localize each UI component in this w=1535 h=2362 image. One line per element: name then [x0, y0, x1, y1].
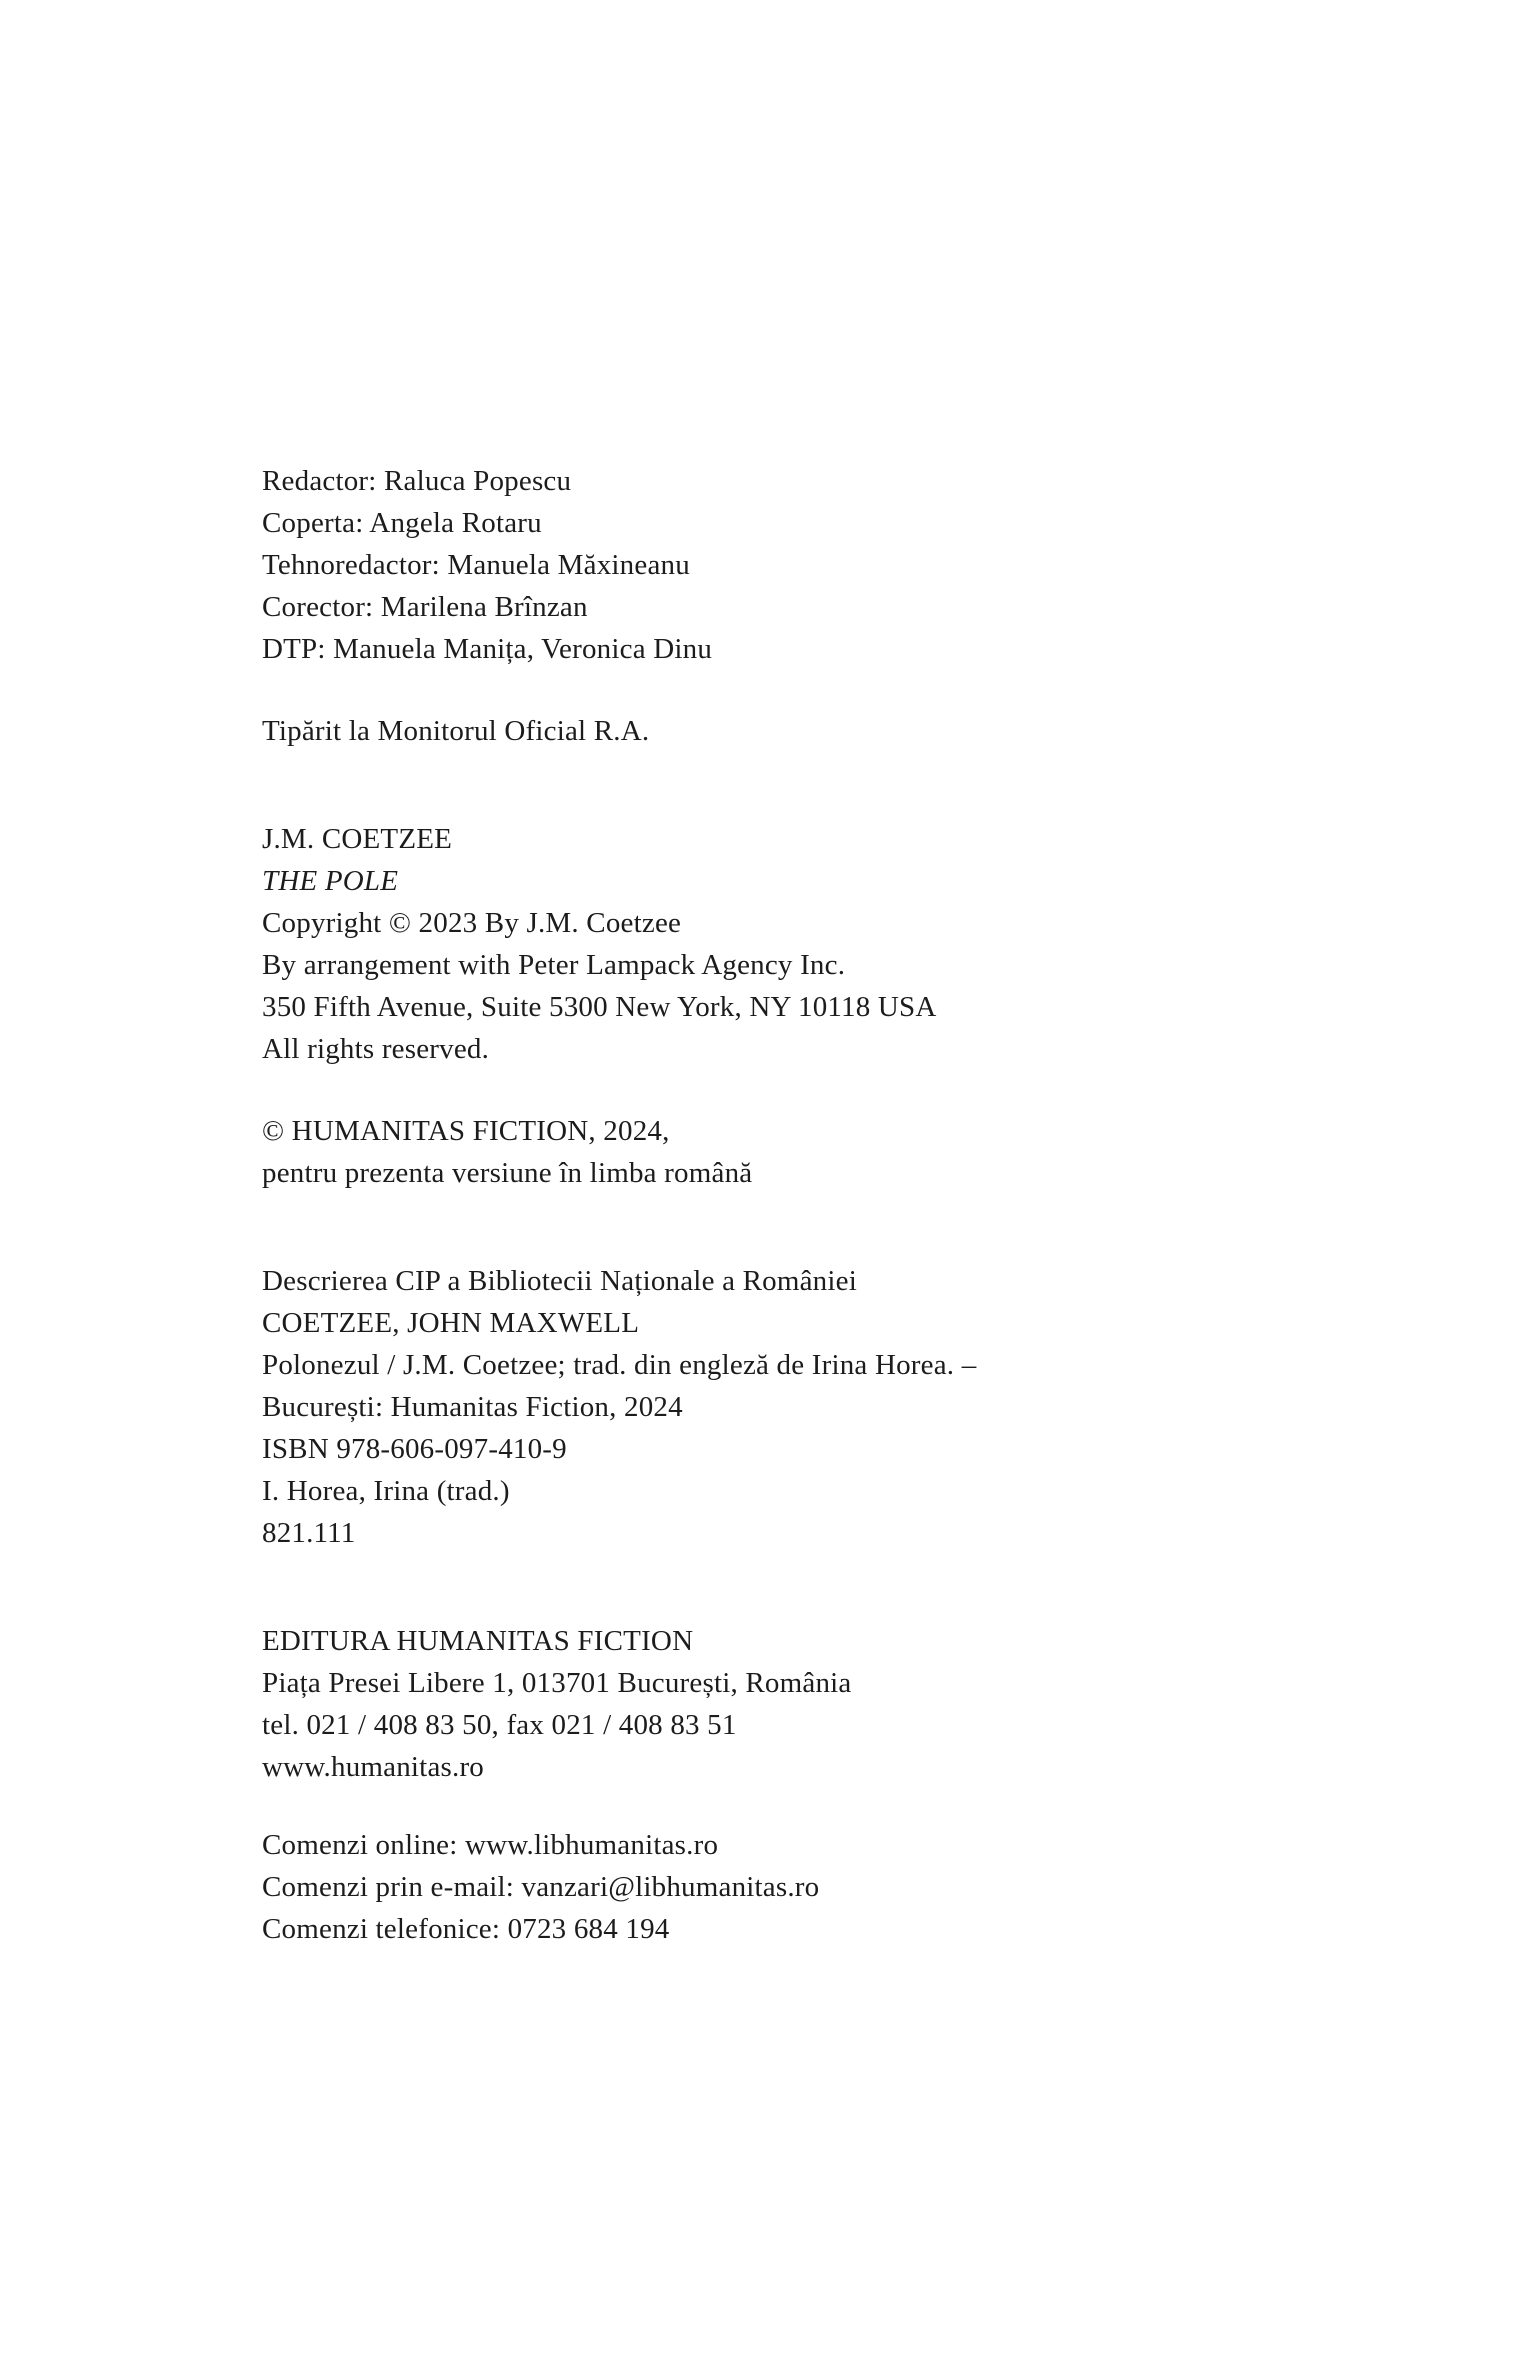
original-author: J.M. COETZEE [262, 823, 453, 855]
original-copyright-block [262, 818, 1362, 1070]
cip-publisher: București: Humanitas Fiction, 2024 [262, 1391, 683, 1423]
publisher-phones: tel. 021 / 408 83 50, fax 021 / 408 83 51 [262, 1709, 737, 1741]
publisher-block [262, 1620, 1362, 1788]
romanian-copyright-block [262, 1110, 1362, 1194]
credit-dtp: DTP: Manuela Manița, Veronica Dinu [262, 633, 713, 665]
credit-redactor: Redactor: Raluca Popescu [262, 465, 572, 497]
original-address: 350 Fifth Avenue, Suite 5300 New York, NY 10118 USA [262, 991, 937, 1023]
publisher-name: EDITURA HUMANITAS FICTION [262, 1625, 694, 1657]
credits-block [262, 460, 1362, 670]
original-title: THE POLE [262, 865, 399, 897]
original-copyright: Copyright © 2023 By J.M. Coetzee [262, 907, 682, 939]
cip-block [262, 1260, 1362, 1554]
cip-isbn: ISBN 978-606-097-410-9 [262, 1433, 567, 1465]
printer-block [262, 710, 1362, 752]
credit-coperta: Coperta: Angela Rotaru [262, 507, 542, 539]
publisher-website: www.humanitas.ro [262, 1751, 485, 1783]
publisher-address: Piața Presei Libere 1, 013701 București, România [262, 1667, 852, 1699]
cip-udc-number: 821.111 [262, 1517, 356, 1549]
orders-block [262, 1824, 1362, 1950]
orders-online-line: Comenzi online: www.libhumanitas.ro [262, 1829, 719, 1861]
imprint-content [262, 460, 1362, 1950]
cip-author: COETZEE, JOHN MAXWELL [262, 1307, 640, 1339]
credit-tehnoredactor: Tehnoredactor: Manuela Măxineanu [262, 549, 690, 581]
orders-phone-line: Comenzi telefonice: 0723 684 194 [262, 1913, 670, 1945]
credit-corector: Corector: Marilena Brînzan [262, 591, 588, 623]
cip-translator: I. Horea, Irina (trad.) [262, 1475, 510, 1507]
original-rights: All rights reserved. [262, 1033, 490, 1065]
cip-heading: Descrierea CIP a Bibliotecii Naționale a României [262, 1265, 857, 1297]
romanian-copyright-line-1: © HUMANITAS FICTION, 2024, [262, 1115, 670, 1147]
original-arrangement: By arrangement with Peter Lampack Agency Inc. [262, 949, 846, 981]
cip-title-line: Polonezul / J.M. Coetzee; trad. din engleză de Irina Horea. – [262, 1349, 977, 1381]
printer-line: Tipărit la Monitorul Oficial R.A. [262, 715, 650, 747]
orders-email-line: Comenzi prin e-mail: vanzari@libhumanitas.ro [262, 1871, 820, 1903]
romanian-copyright-line-2: pentru prezenta versiune în limba română [262, 1157, 753, 1189]
